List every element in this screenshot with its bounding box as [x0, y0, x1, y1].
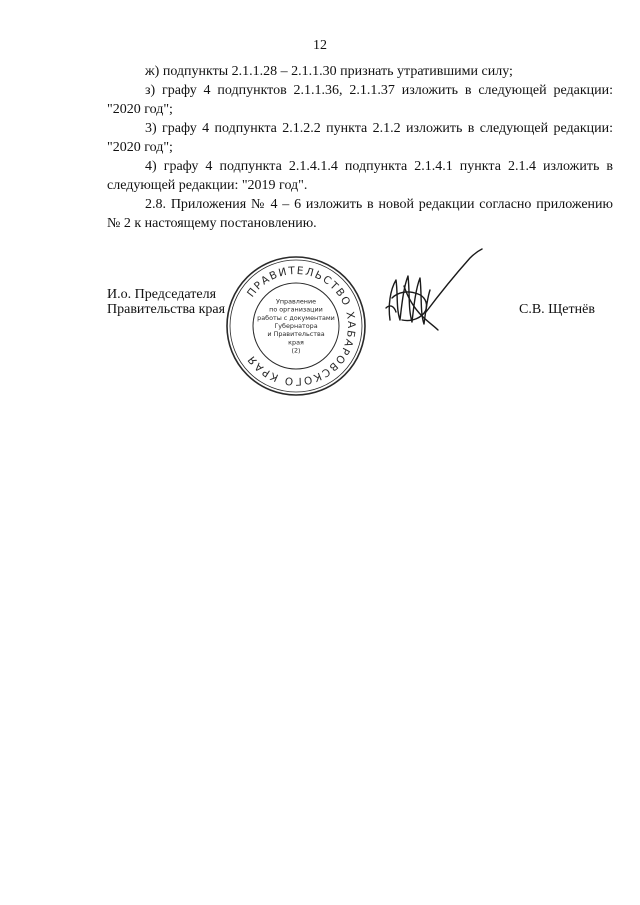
document-body [107, 62, 613, 233]
paragraph-4: 4) графу 4 подпункта 2.1.4.1.4 подпункта 2.1.4.1 пункта 2.1.4 изложить в следующей редакции: "2019 год". [107, 159, 613, 193]
seal-center-line: по организации [269, 305, 323, 314]
page-number: 12 [313, 38, 327, 53]
signatory-position [107, 287, 225, 317]
seal-center-line: (2) [291, 346, 301, 355]
seal-center-line: работы с документами [257, 313, 335, 322]
handwritten-signature [378, 246, 490, 342]
signatory-position-line1: И.о. Председателя [107, 287, 217, 302]
official-seal [224, 254, 368, 398]
seal-center-line: и Правительства [267, 330, 325, 339]
paragraph-2-8: 2.8. Приложения № 4 – 6 изложить в новой редакции согласно приложению № 2 к настоящему постановлению. [107, 197, 613, 231]
signatory-position-line2: Правительства края [107, 302, 226, 317]
seal-center-line: Губернатора [274, 322, 318, 330]
seal-center-line: края [288, 338, 304, 347]
paragraph-3: 3) графу 4 подпункта 2.1.2.2 пункта 2.1.2 изложить в следующей редакции: "2020 год"; [107, 121, 613, 155]
paragraph-z: з) графу 4 подпунктов 2.1.1.36, 2.1.1.37 изложить в следующей редакции: "2020 год"; [107, 83, 613, 117]
paragraph-zh: ж) подпункты 2.1.1.28 – 2.1.1.30 признать утратившими силу; [145, 64, 513, 79]
seal-ring-text: ПРАВИТЕЛЬСТВО ХАБАРОВСКОГО КРАЯ [244, 264, 358, 388]
seal-center-line: Управление [275, 297, 317, 306]
signatory-name: С.В. Щетнёв [519, 302, 595, 317]
